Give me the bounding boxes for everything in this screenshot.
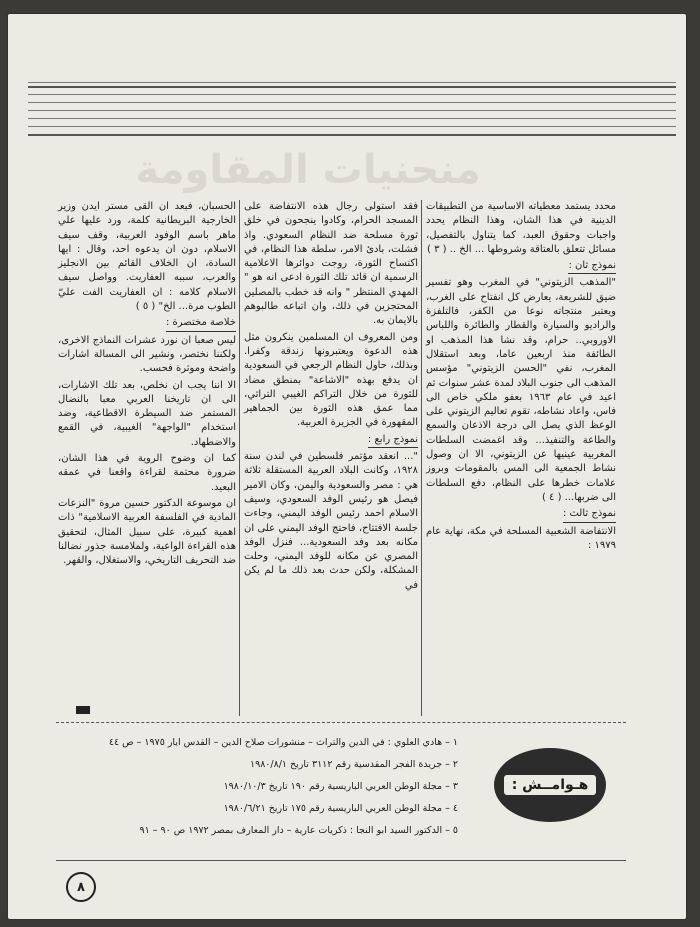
- footnotes-badge: [494, 748, 606, 822]
- paragraph: كما ان وضوح الروية في هذا الشان، ضرورة محتمة لقراءة واقعنا في عمقه البعيد.: [58, 453, 236, 493]
- article-column-right: [426, 200, 616, 555]
- subheading: نموذج ثان :: [568, 259, 616, 274]
- subheading: نموذج رابع :: [368, 433, 418, 448]
- paragraph: محدد يستمد معطياته الاساسية من التطبيقات الدينية في هذا الشان، وهذا النظام يحدد واجبات وحقوق العبد، كما يتناول بالتفصيل، مسائل تتعلق بالعتاقة وشروطها ... الخ .. ( ٣ ): [426, 201, 616, 255]
- paragraph: الانتفاضة الشعبية المسلحة في مكة، نهاية عام ١٩٧٩ :: [426, 525, 616, 551]
- end-of-article-mark: [76, 706, 90, 714]
- show-through-heading: منحنيات المقاومة: [135, 147, 481, 193]
- footer-rule: [56, 860, 626, 861]
- footnote: ٥ – الدكتور السيد ابو النجا : ذكريات عارية – دار المعارف بمصر ١٩٧٢ ص ٩٠ – ٩١: [139, 825, 458, 836]
- header-rule-band: [28, 82, 676, 136]
- paragraph: الحسبان، فبعد ان القى مستر ايدن وزير الخارجية البريطانية كلمة، ورد عليها علي ماهر باسم الوفود العربية، وقف سيف الاسلام، دون ان يدعوه احد، وقال : ايها السادة، ان الخلاف القائم بين الانجليز والعرب، سببه العفاريت. وواصل سيف الاسلام كلامه : ان العفاريت الفت عليّ الطوب مرة... الخ" ( ٥ ): [58, 201, 236, 313]
- paragraph: "... انعقد مؤتمر فلسطين في لندن سنة ١٩٢٨، وكانت البلاد العربية المستقلة ثلاثة هي : مصر والسعودية واليمن، وكان الامير فيصل هو رئيس الوفد السعودي، وسيف الاسلام احمد رئيس الوفد اليمني، وجاءت جلسة الافتتاح، فاحتج الوفد اليمني على ان مكانه بعد وفد السعودية... فنزل الوفد المصري عن مكانه للوفد اليمني، وحلت المشكلة، ولكن حدث بعد ذلك ما لم يكن في: [244, 451, 418, 591]
- article-column-left: [58, 200, 236, 570]
- paragraph: ومن المعروف ان المسلمين ينكرون مثل هذه الدعوة ويعتبرونها زندقة وكفرا. وبذلك، حاول النظام الرجعي في السعودية ان يدفع بهذه "الاشاعة" بمنطق مضاد للثورة من خلال التراكم الغيبي التراثي، مما عمق هذه الثورة بين الجماهير المقهورة في الجزيرة العربية.: [244, 331, 418, 429]
- paragraph: الا اننا يجب ان نخلص، بعد تلك الاشارات، الى ان تاريخنا العربي معبا بالنضال المستمر ضد السيطرة الاقطاعية، وضد استخدام "الواجهة" الغيبية، في القمع والاضطهاد.: [58, 379, 236, 448]
- footnote: ٣ – مجلة الوطن العربي الباريسية رقم ١٩٠ تاريخ ١٩٨٠/١٠/٣: [223, 781, 458, 792]
- footnotes-list: [78, 732, 458, 842]
- column-divider-right: [421, 200, 422, 716]
- subheading: نموذج ثالث :: [563, 507, 616, 522]
- column-divider-left: [239, 200, 240, 716]
- footnote: ١ – هادي العلوي : في الدين والتراث – منشورات صلاح الدين – القدس ايار ١٩٧٥ – ص ٤٤: [108, 737, 458, 748]
- footnote: ٤ – مجلة الوطن العربي الباريسية رقم ١٧٥ تاريخ ١٩٨٠/٦/٢١: [223, 803, 458, 814]
- footnote: ٢ – جريدة الفجر المقدسية رقم ٣١١٢ تاريخ ١٩٨٠/٨/١: [249, 759, 458, 770]
- magazine-page: [8, 14, 686, 919]
- paragraph: ليس صعبا ان نورد عشرات النماذج الاخرى، ولكننا نختصر، ونشير الى المسالة اشارات واضحة وموثرة فحسب.: [58, 334, 236, 375]
- article-column-middle: [244, 200, 418, 595]
- paragraph: "المذهب الزيتوني" في المغرب وهو تفسير ضيق للشريعة، يعارض كل انفتاح على الغرب، ويعتبر منتجاته نوعا من الكفر، فالتلفزة والراديو والسيارة والقطار والطائرة واللباس الاوروبي.. حرام، وقد نشا هذا المذهب او الطائفة منذ اربعين عاما، وبعد استقلال المغرب، نفي "الحسن الزيتوني" مؤسس المذهب الى جنوب البلاد لمدة عشر سنوات ثم اعيد في عام ١٩٦٣ بعفو ملكي خاص الى فاس، واعاد نشاطه، تقوم تعاليم الزيتوني على الوعظ الذي يصل الى درجة الاذعان والسمع والطاعة والتنفيذ... وقد اغمضت السلطات المغربية عينيها عن الزيتوني، الا ان وصول نشاط الجمعية الى المس بالمقومات وبروز علامات خطرها على النظام، دفع السلطات الى ضربها... ( ٤ ): [426, 277, 616, 503]
- paragraph: فقد استولى رجال هذه الانتفاضة على المسجد الحرام، وكادوا ينجحون في خلق ثورة مسلحة ضد النظام السعودي. واذ فشلت، بادئ الامر، سلطة هذا النظام، في اكتساح الثورة، روجت دوائرها الاعلامية الرسمية ان قائد تلك الثورة ادعى انه هو " المهدي المنتظر " وانه قد خطب بالمصلين المحتجزين في ذلك، وان اتباعه طالبوهم بالايمان به.: [244, 201, 418, 327]
- page-number: ٨: [66, 872, 96, 902]
- paragraph: ان موسوعة الدكتور حسين مروة "النزعات المادية في الفلسفة العربية الاسلامية" ذات اهمية كبيرة، على سبيل المثال، لتحقيق هذه القراءة الواعية، ولملامسة جذور نضالنا ضد التحريف التاريخي، والاستغلال، والقهر.: [58, 497, 236, 567]
- subheading: خلاصة مختصرة :: [166, 316, 236, 331]
- footnote-separator: [56, 722, 626, 723]
- footnotes-label: هـوامــش :: [504, 775, 597, 795]
